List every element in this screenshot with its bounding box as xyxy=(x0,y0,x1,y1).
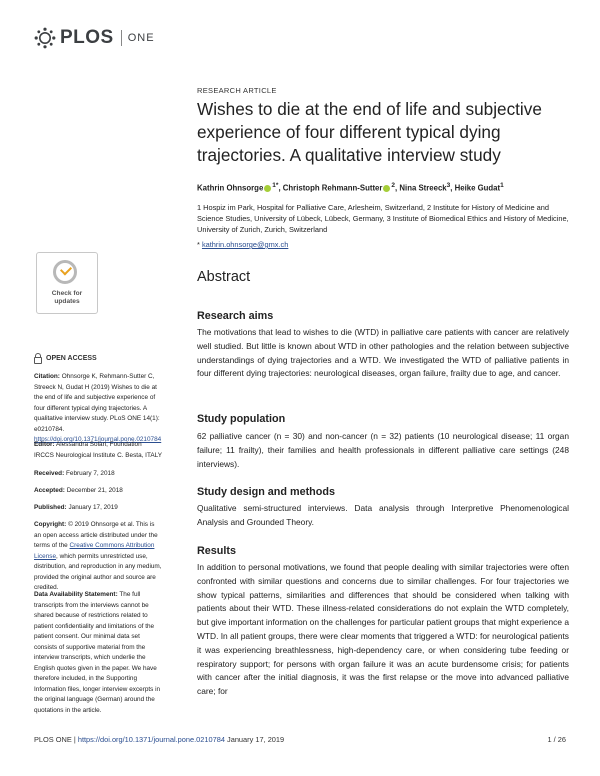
published-date xyxy=(34,503,162,514)
citation-text: Ohnsorge K, Rehmann-Sutter C, Streeck N, Gudat H (2019) Wishes to die at the end of life and subjective experience of four different typical dying trajectories. A qualitative interview study. PLoS ONE 14(1): e0210784. xyxy=(34,373,160,433)
email-marker: * xyxy=(197,240,200,249)
page-number: 1 / 26 xyxy=(547,735,566,744)
plos-one-logo[interactable] xyxy=(34,26,155,50)
editor-label: Editor: xyxy=(34,441,55,448)
received-date xyxy=(34,469,162,480)
author-affiliation-marker: 3 xyxy=(446,182,451,189)
editor-block xyxy=(34,440,162,461)
author-affiliation-marker: 1* xyxy=(272,182,279,189)
license-link[interactable]: Creative Commons Attribution License xyxy=(34,542,155,560)
footer-journal: PLOS ONE xyxy=(34,735,72,744)
orcid-icon[interactable] xyxy=(383,185,390,192)
received-label: Received: xyxy=(34,470,65,477)
published-label: Published: xyxy=(34,504,67,511)
footer-separator: | xyxy=(73,735,76,744)
section-heading-results: Results xyxy=(197,545,237,557)
copyright-text-end: , which permits unrestricted use, distribution, and reproduction in any medium, provided the original author and source are credited. xyxy=(34,552,162,591)
badge-line-2: updates xyxy=(54,298,80,305)
data-availability-block xyxy=(34,590,162,716)
email-link[interactable]: kathrin.ohnsorge@gmx.ch xyxy=(201,240,289,249)
badge-text xyxy=(37,290,97,306)
affiliations: 1 Hospiz im Park, Hospital for Palliative Care, Arlesheim, Switzerland, 2 Institute for History of Medicine and Science Studies, University of Lübeck, Lübeck, Germany, 3 Institute of Biomedical Ethics and History of Medicine, University of Zurich, Zurich, Switzerland xyxy=(197,203,569,234)
open-access-text: OPEN ACCESS xyxy=(46,355,97,362)
author-name[interactable]: Nina Streeck xyxy=(399,183,447,193)
published-value: January 17, 2019 xyxy=(68,504,118,511)
author-separator: , xyxy=(278,183,281,193)
article-type-label: RESEARCH ARTICLE xyxy=(197,86,277,95)
footer-doi-link[interactable]: https://doi.org/10.1371/journal.pone.0210784 xyxy=(77,735,225,744)
author-affiliation-marker: 1 xyxy=(500,182,504,189)
accepted-value: December 21, 2018 xyxy=(66,487,123,494)
section-text-results: In addition to personal motivations, we found that people dealing with similar trajectories were often confronted with similar questions and concerns due to similar challenges. For four trajectories we show typical patterns, similarities and differences that should be considered when talking with patients about their WTD. These illness-related considerations do not explain the WTD completely, but give important information on the challenges for particular patient groups that might experience a WTD. In all patient groups, there were clear moments that triggered a WTD: for neurological patients it was experiencing breathlessness, high-dependency care, or when considering tube feeding or respiratory support; for persons with organ failure it was an acute burdensome crisis; for patients with cancer after the initial diagnosis, it was the first relapse or the move into advanced palliative care; for xyxy=(197,562,569,697)
section-text-population: 62 palliative cancer (n = 30) and non-cancer (n = 32) patients (10 neurological disease; 11 organ failure; 11 frailty), their families and health professionals in different palliative care settings (248 interviews). xyxy=(197,431,569,469)
page-footer xyxy=(34,735,566,744)
author-list xyxy=(197,182,569,193)
section-text-design: Qualitative semi-structured interviews. Data analysis through Interpretive Phenomenological Analysis and Grounded Theory. xyxy=(197,503,569,527)
orcid-icon[interactable] xyxy=(264,185,271,192)
abstract-heading: Abstract xyxy=(197,269,251,285)
author-name[interactable]: Kathrin Ohnsorge xyxy=(197,183,264,193)
copyright-text: © 2019 Ohnsorge et al. This is an open access article distributed under the terms of the xyxy=(34,521,158,549)
author-separator: , xyxy=(395,183,398,193)
section-heading-aims: Research aims xyxy=(197,310,274,322)
footer-date: January 17, 2019 xyxy=(227,735,285,744)
copyright-label: Copyright: xyxy=(34,521,67,528)
check-for-updates-badge[interactable] xyxy=(36,252,98,314)
author-name[interactable]: Christoph Rehmann-Sutter xyxy=(282,183,383,193)
open-access-label xyxy=(34,354,162,365)
author-name[interactable]: Heike Gudat xyxy=(454,183,501,193)
section-text-aims: The motivations that lead to wishes to die (WTD) in palliative care patients with cancer are relatively well studied. But little is known about WTD in other pathologies and the relation between subjective understandings of dying trajectories and a WTD. We investigated the WTD of palliative patients in four different dying trajectories: neurological diseases, organ failure, frailty due to age, and cancer. xyxy=(197,327,569,379)
data-availability-text: The full transcripts from the interviews cannot be shared because of restrictions related to patient confidentiality and limitations of the patient consent. Our minimal data set consists of supportive material from the interview transcripts, which underlie the English quotes given in the paper. We have therefore included, in the Supporting Information files, longer interview excerpts in the original language (German) around the quotations in the article. xyxy=(34,591,161,714)
corresponding-email xyxy=(197,240,569,249)
received-value: February 7, 2018 xyxy=(65,470,115,477)
check-for-updates-icon xyxy=(53,260,77,284)
editor-text: Alessandra Solari, Foundation IRCCS Neurological Institute C. Besta, ITALY xyxy=(34,441,162,459)
accepted-date xyxy=(34,486,162,497)
citation-doi-link[interactable]: https://doi.org/10.1371/journal.pone.0210784 xyxy=(34,436,162,443)
article-title: Wishes to die at the end of life and subjective experience of four different typical dying trajectories. A qualitative interview study xyxy=(197,99,542,165)
logo-journal: ONE xyxy=(127,32,155,44)
copyright-block xyxy=(34,520,162,594)
logo-brand: PLOS xyxy=(60,27,114,48)
author-affiliation-marker: 2 xyxy=(391,182,396,189)
badge-line-1: Check for xyxy=(51,290,83,297)
accepted-label: Accepted: xyxy=(34,487,65,494)
logo-divider xyxy=(121,30,122,46)
plos-logo-icon xyxy=(34,27,56,49)
open-access-lock-icon xyxy=(34,357,42,364)
data-availability-label: Data Availability Statement: xyxy=(34,591,118,598)
author-separator: , xyxy=(450,183,453,193)
section-heading-population: Study population xyxy=(197,413,286,425)
section-heading-design: Study design and methods xyxy=(197,486,335,498)
citation-block xyxy=(34,372,162,446)
citation-label: Citation: xyxy=(34,373,60,380)
